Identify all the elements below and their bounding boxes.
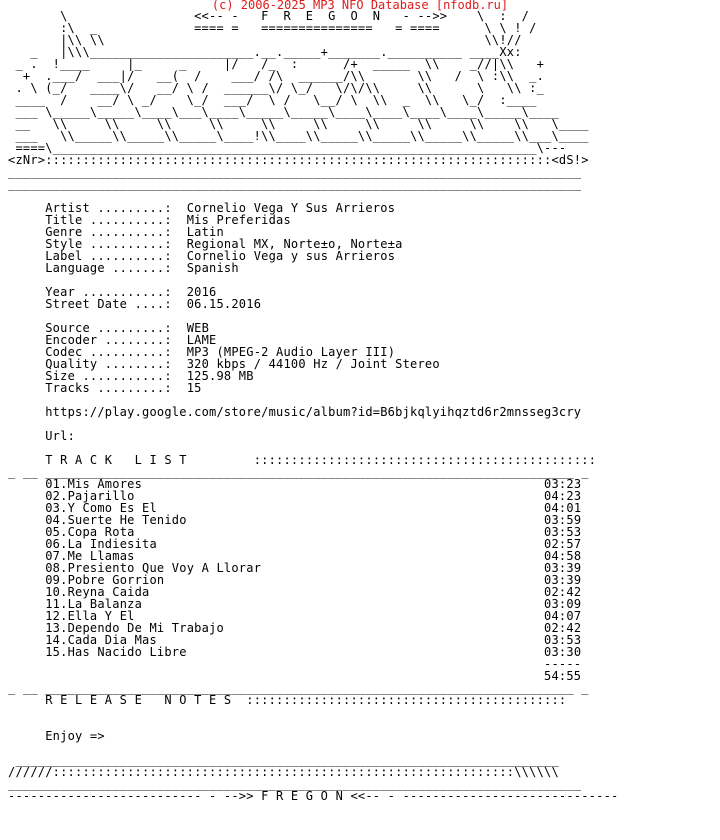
album-link: https://play.google.com/store/music/album?id=B6bjkqlyihqztd6r2mnsseg3cry [45,405,582,419]
title-label: Title ..........: [45,213,172,227]
track-title: Y Como Es El [67,501,157,515]
track-number: 04 [45,513,61,527]
track-time: 03:59 [544,513,582,527]
fregon-ascii-banner: \ <<-- - F R E G O N - -->> \ : / :\ _ ==== = =============== = ==== \ \ ! / |\\ \\ \\!// _ |\\\______________________.__._____+_______.__________ ____Xx: _ . !____ |_ _ |/ /_ : /+ _____ \\ _//|\\ + + .___/ ___|/ __( / ___/ /\ ______/\\ \\ / \ :\\ _. . \ (_/ ____\/ __/ \ / ______\/ \_/ \/\/\\ \\ \ \\ :_ ____ / __/ \ _/ \_/ ___/ \ / \__/ \ \\ _ \\ \_/ :____ ___ \_____\_____\____\___\____\_____\_____\____\____\____\____\_____\____ __ \\ \\ \\ \\ \\ \\ \\ \\ \\ \\ \____ ___ \\_____\\_____\\_____\____!\\____\\_____\\_____\\_____\\_____\\___\____ ====\_________________________________________________________________\--- <zNr>::::::::::::::::::::::::::::::::::::::::::::::::::::::::::::::::::::<dS!> _____________________________________________________________________________ _____________________________________________________________________________ [8,9,589,191]
track-time: 02:42 [544,585,582,599]
language-value: Spanish [186,261,239,275]
codec-label: Codec ..........: [45,345,172,359]
track-time: 04:58 [544,549,582,563]
track-time: 03:39 [544,573,582,587]
label-value: Cornelio Vega y sus Arrieros [186,249,396,263]
quality-value: 320 kbps / 44100 Hz / Joint Stereo [186,357,440,371]
track-title: Suerte He Tenido [67,513,187,527]
release-notes-dots: ::::::::::::::::::::::::::::::::::::::::::: [246,693,567,707]
track-time: 04:07 [544,609,582,623]
size-label: Size ...........: [45,369,172,383]
track-number: 10 [45,585,61,599]
track-title: La Balanza [67,597,143,611]
tracks-value: 15 [186,381,202,395]
nfo-text: \ <<-- - F R E G O N - -->> \ : / :\ _ ==== = =============== = ==== \ \ ! / |\\ \\ \\!// _ |\\\______________________.__._____+_______.__________ ____Xx: _ . !____ |_ _ |/ /_ : /+ _____ \\ _//|\\ + + .___/ ___|/ __( / ___/ /\ ______/\\ \\ / \ :\\ _. . \ (_/ ____\/ __/ \ / ______\/ \_/ \/\/\\ \\ \ \\ :_ ____ / __/ \ _/ \_/ ___/ \ / \__/ \ \\ _ \\ \_/ :____ ___ \_____\_____\____\___\____\_____\_____\____\____\____\____\_____\____ __ \\ \\ \\ \\ \\ \\ \\ \\ \\ \\ \____ ___ \\_____\\_____\\_____\____!\\____\\_____\\_____\\_____\\_____\\___\____ ====\_________________________________________________________________\--- <zNr>::::::::::::::::::::::::::::::::::::::::::::::::::::::::::::::::::::<dS!> _____________________________________________________________________________ _____________________________________________________________________________ Artist .........: Cornelio Vega Y Sus Arrieros Title ..........: Mis Preferidas Genre ..........: Latin Style ..........: Regional MX, Norte±o, Norte±a Label ..........: Cornelio Vega y sus Arrieros Language .......: Spanish Year ...........: 2016 Street Date ....: 06.15.2016 Source .........: WEB Encoder ........: LAME Codec ..........: MP3 (MPEG-2 Audio Layer III) Quality ........: 320 kbps / 44100 Hz / Joint Stereo Size ...........: 125.98 MB Tracks .........: 15 https://play.google.com/store/music/album?id=B6bjkqlyihqztd6r2mnsseg3cry Url: T R A C K L I S T :::::::::::::::::::::::::::::::::::::::::::::: _ __ _______________________________________________________________________ _ 01.Mis Amores 03:23 02.Pajarillo 04:23 03.Y Como Es El 04:01 04.Suerte He Tenido 03:59 05.Copa Rota 03:53 06.La Indiesita 02:57 07.Me Llamas 04:58 08.Presiento Que Voy A Llorar 03:39 09.Pobre Gorrion 03:39 10.Reyna Caida 02:42 11.La Balanza 03:09 12.Ella Y El 04:07 13.Dependo De Mi Trabajo 02:42 14.Cada Dia Mas 03:53 15.Has Nacido Libre 03:30 ----- 54:55 _ __ _______________________________________________________________________ _ R E L E A S E N O T E S ::::::::::::::::::::::::::::::::::::::::::: Enjoy => _________________________________________________________________________ //////::::::::::::::::::::::::::::::::::::::::::::::::::::::::::::::\\\\\\ _____________________________________________________________________________ -------------------------- - -->> F R E G O N <<-- - ----------------------------- [8,9,619,803]
genre-label: Genre ..........: [45,225,172,239]
encoder-label: Encoder ........: [45,333,172,347]
artist-label: Artist .........: [45,201,172,215]
track-title: Mis Amores [67,477,143,491]
track-title: Reyna Caida [67,585,150,599]
footer-rule: _____________________________________________________________________________ [8,777,582,791]
tracklist-dots: :::::::::::::::::::::::::::::::::::::::::::::: [253,453,597,467]
url-label: Url: [45,429,76,443]
tracklist-heading: T R A C K L I S T [45,453,187,467]
size-value: 125.98 MB [186,369,254,383]
footer-left-dashes: -------------------------- - -->> [8,789,262,803]
style-label: Style ..........: [45,237,172,251]
track-time: 03:39 [544,561,582,575]
footer-right-dashes: <<-- - ----------------------------- [343,789,619,803]
release-notes-heading: R E L E A S E N O T E S [45,693,232,707]
track-title: Copa Rota [67,525,135,539]
track-time: 02:42 [544,621,582,635]
track-time: 04:23 [544,489,582,503]
track-time: 03:23 [544,477,582,491]
track-time: 03:53 [544,525,582,539]
codec-value: MP3 (MPEG-2 Audio Layer III) [186,345,396,359]
label-label: Label ..........: [45,249,172,263]
source-value: WEB [186,321,210,335]
style-value: Regional MX, Norte±o, Norte±a [186,237,403,251]
track-number: 12 [45,609,61,623]
street-date-value: 06.15.2016 [186,297,262,311]
tracks-label: Tracks .........: [45,381,172,395]
track-title: Presiento Que Voy A Llorar [67,561,262,575]
source-label: Source .........: [45,321,172,335]
total-time: 54:55 [544,669,582,683]
track-number: 11 [45,597,61,611]
footer-dotline: //////::::::::::::::::::::::::::::::::::::::::::::::::::::::::::::::\\\\\\ [8,765,559,779]
nfodb-header: (c) 2006-2025 MP3 NFO Database [nfodb.ru] [211,0,509,12]
track-title: Pobre Gorrion [67,573,165,587]
track-number: 08 [45,561,61,575]
release-notes-rule: _ __ _______________________________________________________________________ _ [8,681,589,695]
track-number: 01 [45,477,61,491]
track-number: 07 [45,549,61,563]
quality-label: Quality ........: [45,357,172,371]
track-number: 05 [45,525,61,539]
track-time: 02:57 [544,537,582,551]
genre-value: Latin [186,225,224,239]
title-value: Mis Preferidas [186,213,291,227]
track-title: La Indiesita [67,537,157,551]
total-rule: ----- [544,657,582,671]
track-number: 15 [45,645,61,659]
track-number: 14 [45,633,61,647]
footer-rule-top: _________________________________________________________________________ [8,753,559,767]
track-number: 09 [45,573,61,587]
encoder-value: LAME [186,333,217,347]
year-value: 2016 [186,285,217,299]
track-title: Cada Dia Mas [67,633,157,647]
track-number: 03 [45,501,61,515]
language-label: Language .......: [45,261,172,275]
track-title: Ella Y El [67,609,135,623]
track-title: Pajarillo [67,489,135,503]
track-title: Me Llamas [67,549,135,563]
track-title: Has Nacido Libre [67,645,187,659]
track-title: Dependo De Mi Trabajo [67,621,224,635]
track-number: 06 [45,537,61,551]
release-notes-text: Enjoy => [45,729,105,743]
track-time: 04:01 [544,501,582,515]
track-time: 03:09 [544,597,582,611]
track-number: 02 [45,489,61,503]
track-number: 13 [45,621,61,635]
track-time: 03:30 [544,645,582,659]
tracklist-rule: _ __ _______________________________________________________________________ _ [8,465,589,479]
year-label: Year ...........: [45,285,172,299]
track-time: 03:53 [544,633,582,647]
artist-value: Cornelio Vega Y Sus Arrieros [186,201,396,215]
fregon-brand: F R E G O N [261,789,344,803]
street-date-label: Street Date ....: [45,297,172,311]
